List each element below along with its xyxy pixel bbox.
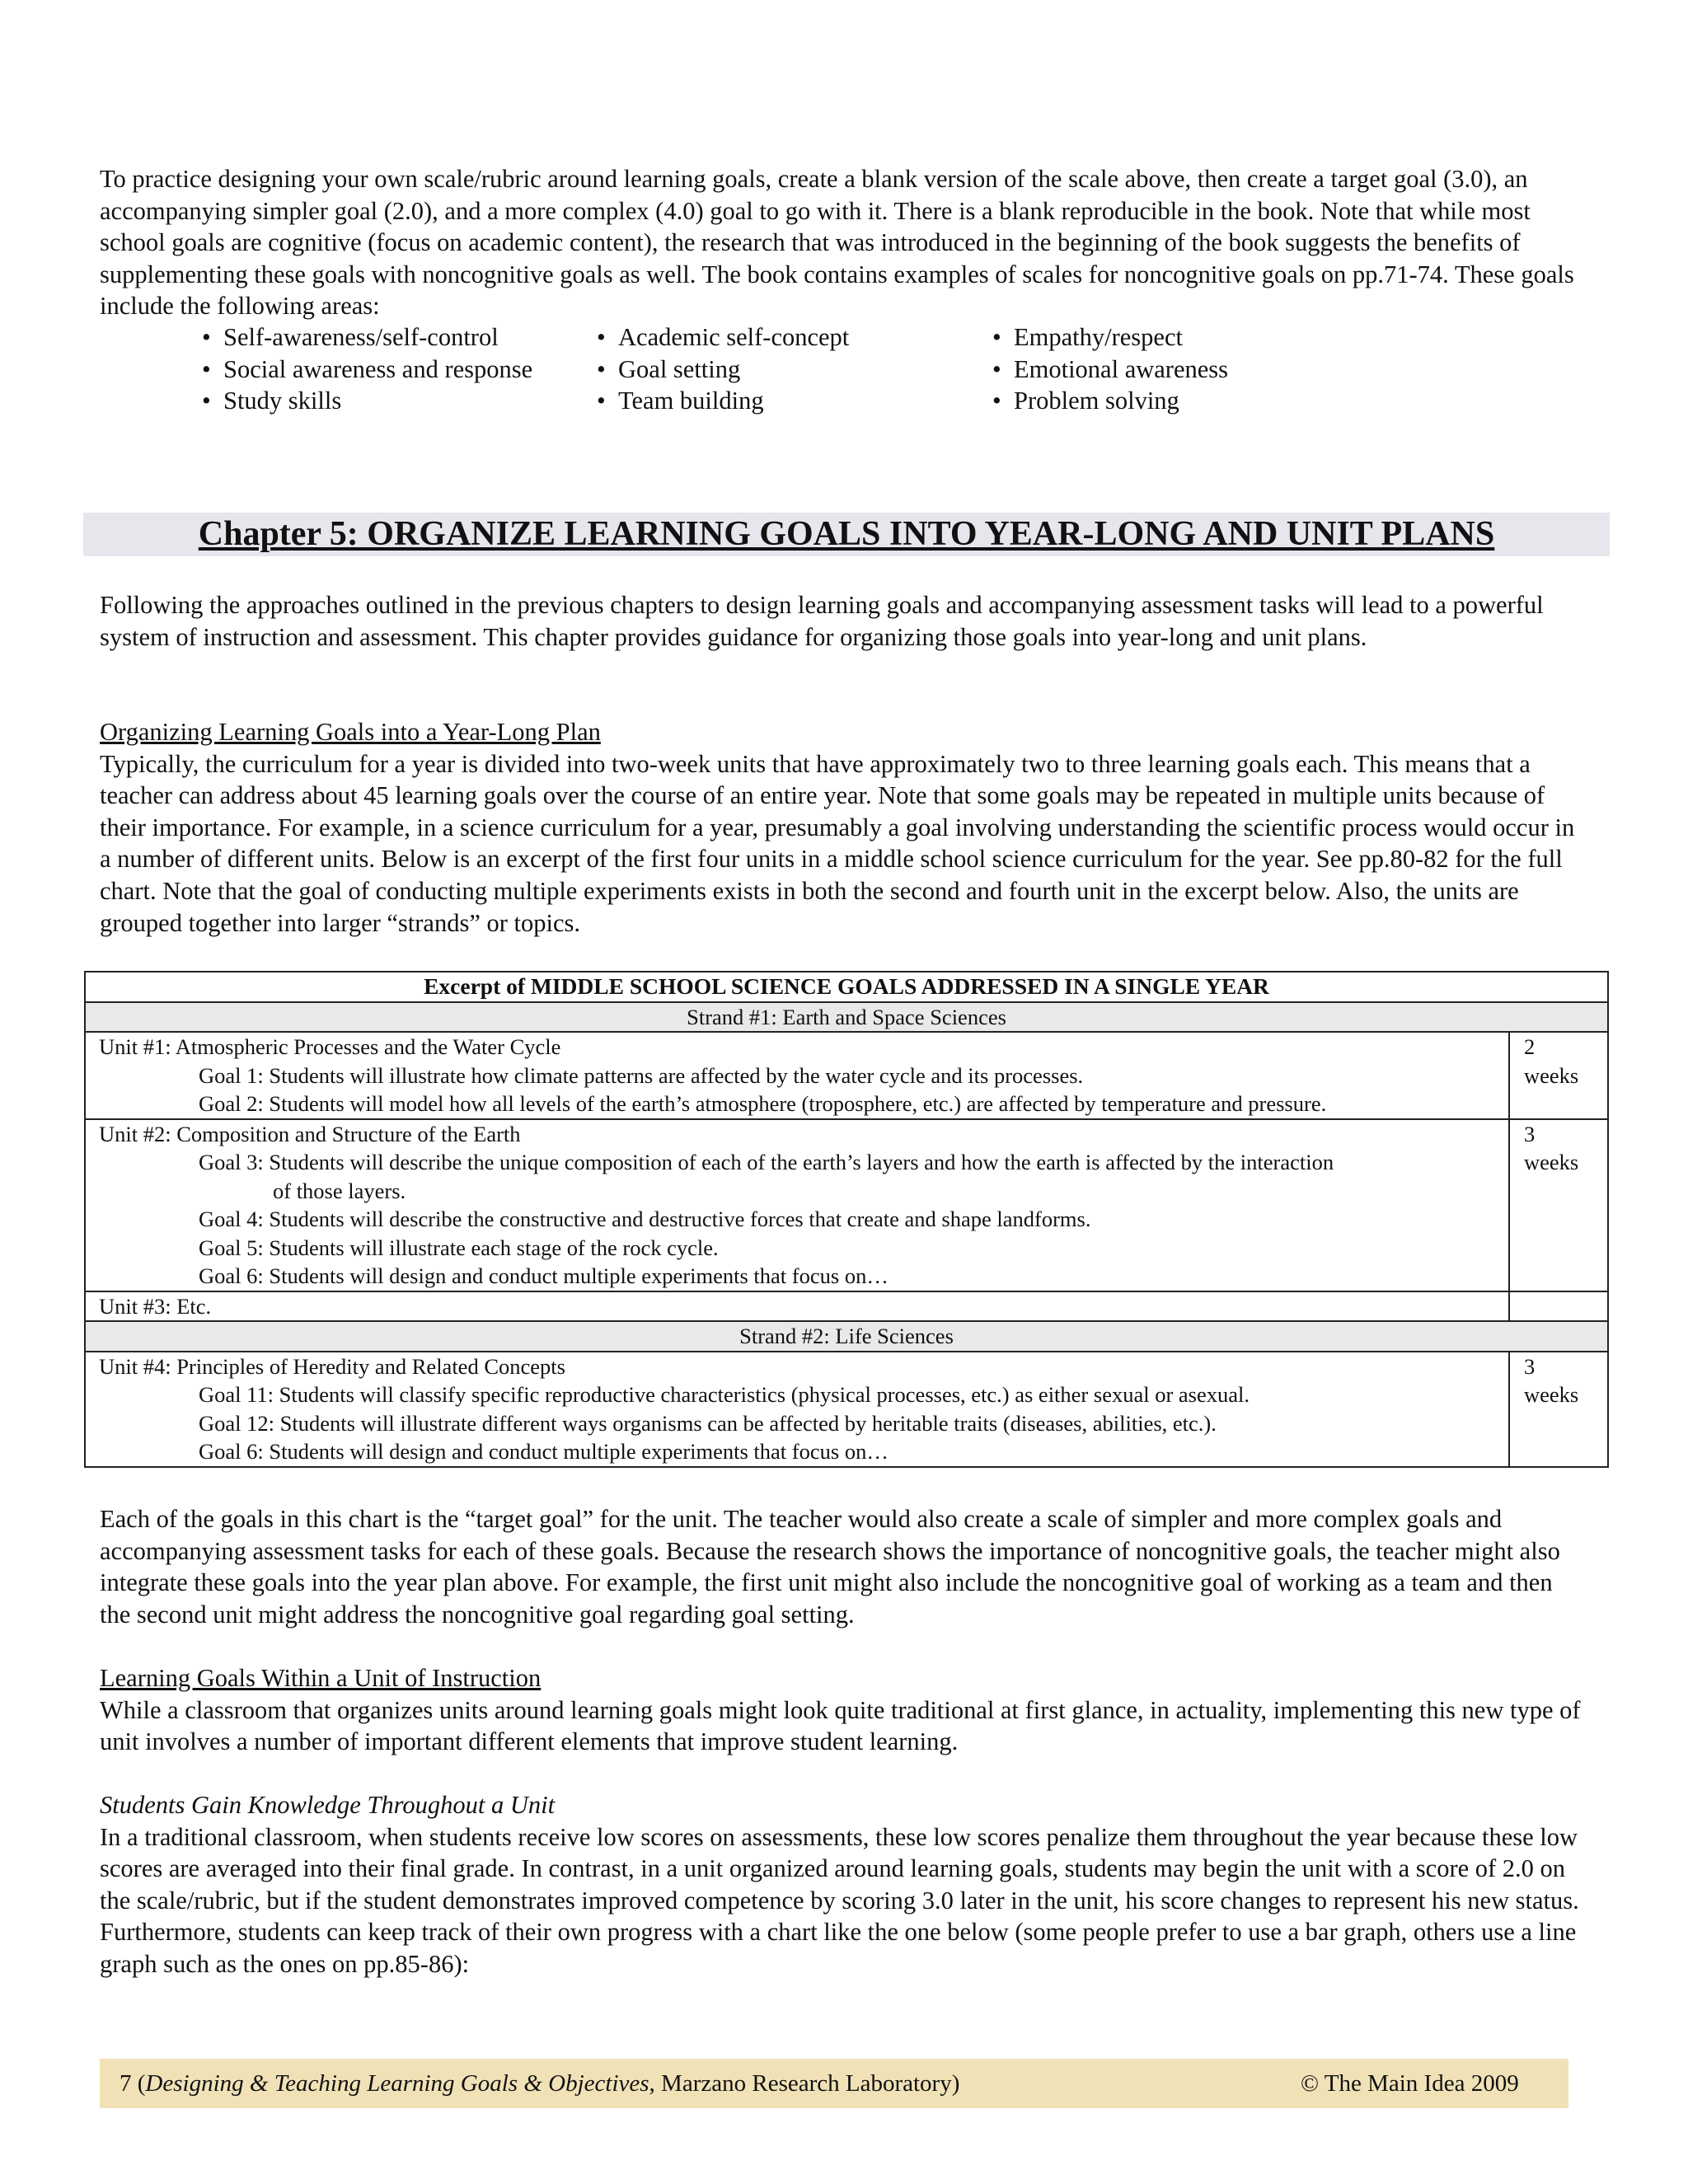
duration-number: 3 [1524, 1353, 1536, 1379]
areas-column-1 [202, 321, 614, 417]
duration-unit: weeks [1524, 1150, 1579, 1174]
unit-2-duration [1509, 1119, 1608, 1291]
duration-number: 3 [1524, 1121, 1536, 1146]
list-item: • Emotional awareness [992, 354, 1404, 386]
areas-column-2 [597, 321, 1009, 417]
list-item: • Empathy/respect [992, 321, 1404, 354]
page-number: 7 [120, 2070, 132, 2097]
duration-unit: weeks [1524, 1062, 1579, 1088]
list-item: • Team building [597, 385, 1009, 417]
table-row [85, 1119, 1608, 1291]
areas-column-3 [992, 321, 1404, 417]
unit-3-duration [1509, 1291, 1608, 1322]
list-item: • Self-awareness/self-control [202, 321, 614, 354]
list-item: • Problem solving [992, 385, 1404, 417]
strand-row [85, 1002, 1608, 1033]
unit-1-cell [85, 1032, 1509, 1119]
goal-12: Goal 12: Students will illustrate different ways organisms can be affected by heritable traits (diseases, abilities, etc.). [199, 1410, 1217, 1436]
strand-1-label: Strand #1: Earth and Space Sciences [85, 1002, 1608, 1033]
science-goals-table [84, 971, 1609, 1468]
year-plan-heading: Organizing Learning Goals into a Year-Long Plan [100, 718, 601, 746]
table-row [85, 1352, 1608, 1467]
table-row [85, 1291, 1608, 1322]
goal-3-continued: of those layers. [273, 1178, 406, 1203]
unit-4-duration [1509, 1352, 1608, 1467]
knowledge-section [100, 1789, 1583, 1980]
unit-2-title: Unit #2: Composition and Structure of the Earth [99, 1121, 521, 1146]
unit-3-title: Unit #3: Etc. [99, 1293, 212, 1319]
footer-citation: 7 (Designing & Teaching Learning Goals & Objectives, Marzano Research Laboratory) [120, 2070, 960, 2097]
year-plan-body: Typically, the curriculum for a year is divided into two-week units that have approximately two to three learning goals each. This means that a teacher can address about 45 learning goals over the course of an entire year. Note that some goals may be repeated in multiple units because of their importance. For example, in a science curriculum for a year, presumably a goal involving understanding the scientific process would occur in a number of different units. Below is an excerpt of the first four units in a middle school science curriculum for the year. See pp.80-82 for the full chart. Note that the goal of conducting multiple experiments exists in both the second and fourth unit in the excerpt below. Also, the units are grouped together into larger “strands” or topics. [100, 749, 1575, 937]
publisher: , Marzano Research Laboratory) [649, 2070, 960, 2097]
goal-3: Goal 3: Students will describe the unique composition of each of the earth’s layers and how the earth is affected by the interaction [199, 1150, 1334, 1174]
list-item: • Academic self-concept [597, 321, 1009, 354]
list-item: • Social awareness and response [202, 354, 614, 386]
after-table-paragraph: Each of the goals in this chart is the “target goal” for the unit. The teacher would also create a scale of simpler and more complex goals and accompanying assessment tasks for each of these goals. Because the research shows the importance of noncognitive goals, the teacher might also integrate these goals into the year plan above. For example, the first unit might also include the noncognitive goal of working as a team and then the second unit might address the noncognitive goal regarding goal setting. [100, 1505, 1560, 1629]
knowledge-section-body: In a traditional classroom, when students receive low scores on assessments, these low scores penalize them throughout the year because these low scores are averaged into their final grade. In contrast, in a unit organized around learning goals, students may begin the unit with a score of 2.0 on the scale/rubric, but if the student demonstrates improved competence by scoring 3.0 later in the unit, his score changes to represent his new status. Furthermore, students can keep track of their own progress with a chart like the one below (some people prefer to use a bar graph, others use a line graph such as the ones on pp.85-86): [100, 1822, 1579, 1978]
unit-section [100, 1662, 1583, 1758]
year-plan-section [100, 716, 1583, 939]
table-title-row [85, 972, 1608, 1002]
duration-unit: weeks [1524, 1382, 1579, 1407]
goal-2: Goal 2: Students will model how all levels of the earth’s atmosphere (troposphere, etc.) are affected by temperature and pressure. [199, 1091, 1327, 1116]
chapter-title: Chapter 5: ORGANIZE LEARNING GOALS INTO YEAR-LONG AND UNIT PLANS [198, 515, 1495, 553]
goal-6: Goal 6: Students will design and conduct multiple experiments that focus on… [199, 1263, 889, 1288]
unit-3-cell [85, 1291, 1509, 1322]
book-title: Designing & Teaching Learning Goals & Objectives [145, 2070, 649, 2097]
table-row [85, 1032, 1608, 1119]
goal-6-repeat: Goal 6: Students will design and conduct multiple experiments that focus on… [199, 1439, 889, 1464]
list-item: • Goal setting [597, 354, 1009, 386]
unit-section-body: While a classroom that organizes units around learning goals might look quite traditional at first glance, in actuality, implementing this new type of unit involves a number of important different elements that improve student learning. [100, 1695, 1581, 1756]
footer-copyright: © The Main Idea 2009 [1301, 2070, 1519, 2097]
goal-4: Goal 4: Students will describe the constructive and destructive forces that create and shape landforms. [199, 1207, 1091, 1231]
table-title: Excerpt of MIDDLE SCHOOL SCIENCE GOALS ADDRESSED IN A SINGLE YEAR [85, 972, 1608, 1002]
unit-2-cell [85, 1119, 1509, 1291]
duration-number: 2 [1524, 1034, 1536, 1059]
unit-section-heading: Learning Goals Within a Unit of Instruction [100, 1664, 542, 1692]
intro-paragraph: To practice designing your own scale/rubric around learning goals, create a blank version of the scale above, then create a target goal (3.0), an accompanying simpler goal (2.0), and a more complex (4.0) goal to go with it. There is a blank reproducible in the book. Note that while most school goals are cognitive (focus on academic content), the research that was introduced in the beginning of the book suggests the benefits of supplementing these goals with noncognitive goals as well. The book contains examples of scales for noncognitive goals on pp.71-74. These goals include the following areas: [100, 165, 1574, 321]
knowledge-section-heading: Students Gain Knowledge Throughout a Unit [100, 1791, 556, 1819]
unit-4-cell [85, 1352, 1509, 1467]
list-item: • Study skills [202, 385, 614, 417]
unit-1-title: Unit #1: Atmospheric Processes and the Water Cycle [99, 1034, 561, 1059]
goal-11: Goal 11: Students will classify specific reproductive characteristics (physical processes, etc.) as either sexual or asexual. [199, 1382, 1250, 1407]
strand-row [85, 1321, 1608, 1352]
unit-1-duration [1509, 1032, 1608, 1119]
strand-2-label: Strand #2: Life Sciences [85, 1321, 1608, 1352]
unit-4-title: Unit #4: Principles of Heredity and Related Concepts [99, 1353, 565, 1379]
goal-1: Goal 1: Students will illustrate how climate patterns are affected by the water cycle and its processes. [199, 1062, 1084, 1088]
goal-5: Goal 5: Students will illustrate each stage of the rock cycle. [199, 1235, 719, 1260]
chapter-intro-paragraph: Following the approaches outlined in the previous chapters to design learning goals and accompanying assessment tasks will lead to a powerful system of instruction and assessment. This chapter provides guidance for organizing those goals into year-long and unit plans. [100, 591, 1544, 651]
